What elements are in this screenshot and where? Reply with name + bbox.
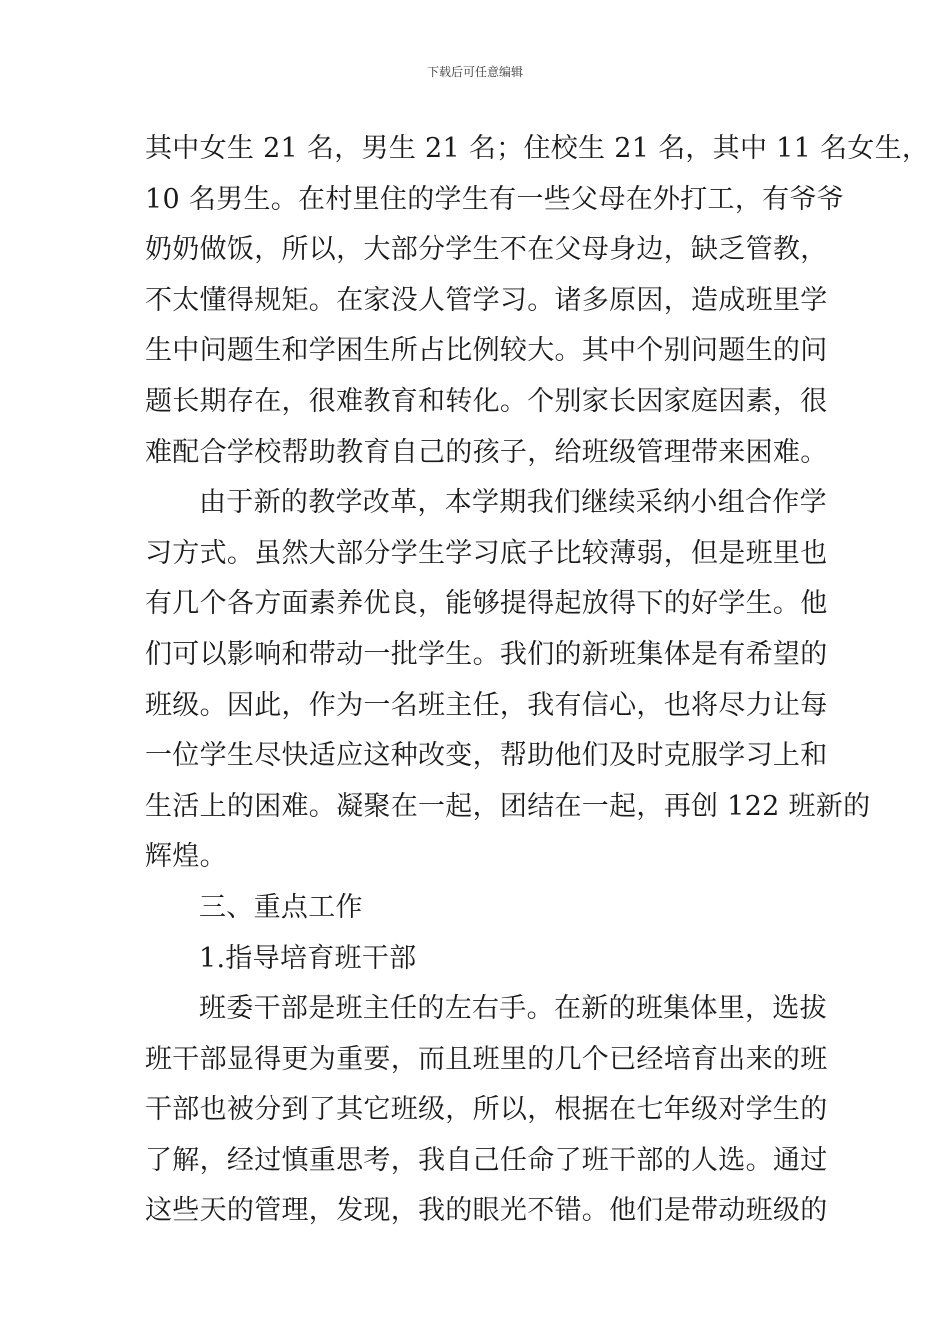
text-line: 题长期存在，很难教育和转化。个别家长因家庭因素，很 [145, 385, 828, 417]
page-header: 下载后可任意编辑 [426, 65, 523, 79]
text-line: 有几个各方面素养优良，能够提得起放得下的好学生。他 [145, 588, 828, 620]
paragraph-start-line: 由于新的教学改革，本学期我们继续采纳小组合作学 [199, 487, 827, 519]
section-heading: 三、重点工作 [199, 891, 363, 923]
text-line: 一位学生尽快适应这种改变，帮助他们及时克服学习上和 [145, 740, 828, 772]
body-text [145, 124, 930, 1237]
text-line: 班级。因此，作为一名班主任，我有信心，也将尽力让每 [145, 689, 828, 721]
text-line: 这些天的管理，发现，我的眼光不错。他们是带动班级的 [145, 1195, 828, 1227]
text-line: 其中女生 21 名，男生 21 名；住校生 21 名，其中 11 名女生， [145, 133, 930, 164]
text-line: 了解，经过慎重思考，我自己任命了班干部的人选。通过 [145, 1144, 828, 1176]
paragraph-start-line: 班委干部是班主任的左右手。在新的班集体里，选拔 [199, 993, 827, 1025]
text-line: 生中问题生和学困生所占比例较大。其中个别问题生的问 [145, 335, 828, 367]
subsection-heading: 1.指导培育班干部 [199, 942, 417, 974]
text-line: 生活上的困难。凝聚在一起，团结在一起，再创 122 班新的 [145, 790, 871, 822]
text-line: 习方式。虽然大部分学生学习底子比较薄弱，但是班里也 [145, 537, 828, 569]
text-line: 辉煌。 [145, 841, 227, 873]
text-line: 10 名男生。在村里住的学生有一些父母在外打工，有爷爷 [145, 183, 845, 215]
text-line: 奶奶做饭，所以，大部分学生不在父母身边，缺乏管教， [145, 234, 828, 266]
text-line: 不太懂得规矩。在家没人管学习。诸多原因，造成班里学 [145, 284, 828, 316]
text-line: 难配合学校帮助教育自己的孩子，给班级管理带来困难。 [145, 436, 828, 468]
text-line: 们可以影响和带动一批学生。我们的新班集体是有希望的 [145, 638, 828, 670]
text-line: 班干部显得更为重要，而且班里的几个已经培育出来的班 [145, 1043, 828, 1075]
text-line: 干部也被分到了其它班级，所以，根据在七年级对学生的 [145, 1094, 828, 1126]
